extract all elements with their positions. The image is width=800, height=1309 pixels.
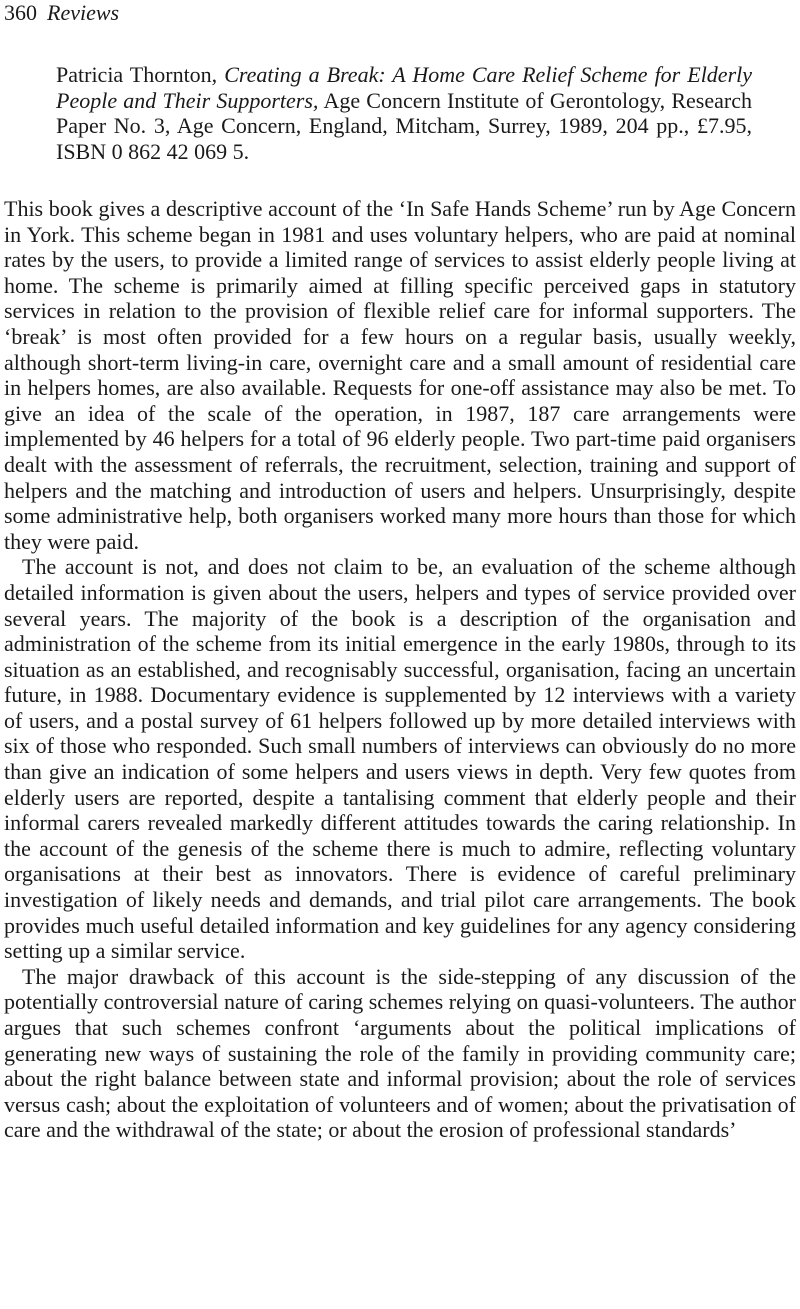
book-citation (56, 62, 752, 164)
paragraph-3: The major drawback of this account is the side-stepping of any discussion of the potentially controversial nature of caring schemes relying on quasi-volunteers. The author argues that such schemes confront ‘arguments about the political implications of generating new ways of sustaining the role of the family in providing community care; about the right balance between state and informal provision; about the role of services versus cash; about the exploitation of volunteers and of women; about the privatisation of care and the withdrawal of the state; or about the erosion of professional standards’ (4, 963, 796, 1143)
citation-details: Age Concern Institute of Gerontology, Research Paper No. 3, Age Concern, England, Mitcham, Surrey, 1989, 204 pp., £7.95, ISBN 0 862 42 069 5. (56, 87, 752, 164)
review-body (4, 196, 796, 1143)
citation-author: Patricia Thornton, (56, 62, 218, 87)
paragraph-2: The account is not, and does not claim to be, an evaluation of the scheme although detailed information is given about the users, helpers and types of service provided over several years. The majority of the book is a description of the organisation and administration of the scheme from its initial emergence in the early 1980s, through to its situation as an established, and recognisably successful, organisation, facing an uncertain future, in 1988. Documentary evidence is supplemented by 12 interviews with a variety of users, and a postal survey of 61 helpers followed up by more detailed interviews with six of those who responded. Such small numbers of interviews can obviously do no more than give an indication of some helpers and users views in depth. Very few quotes from elderly users are reported, despite a tantalising comment that elderly people and their informal carers revealed markedly different attitudes towards the caring relationship. In the account of the genesis of the scheme there is much to admire, reflecting voluntary organisations at their best as innovators. There is evidence of careful preliminary investigation of likely needs and demands, and trial pilot care arrangements. The book provides much useful detailed information and key guidelines for any agency considering setting up a similar service. (4, 554, 796, 964)
citation-title: Creating a Break: A Home Care Relief Scheme for Elderly People and Their Supporters, (56, 62, 753, 113)
page-number: 360 (4, 0, 37, 25)
section-title: Reviews (47, 0, 120, 25)
paragraph-1: This book gives a descriptive account of the ‘In Safe Hands Scheme’ run by Age Concern in York. This scheme began in 1981 and uses voluntary helpers, who are paid at nominal rates by the users, to provide a limited range of services to assist elderly people living at home. The scheme is primarily aimed at filling specific perceived gaps in statutory services in relation to the provision of flexible relief care for informal supporters. The ‘break’ is most often provided for a few hours on a regular basis, usually weekly, although short-term living-in care, overnight care and a small amount of residential care in helpers homes, are also available. Requests for one-off assistance may also be met. To give an idea of the scale of the operation, in 1987, 187 care arrangements were implemented by 46 helpers for a total of 96 elderly people. Two part-time paid organisers dealt with the assessment of referrals, the recruitment, selection, training and support of helpers and the matching and introduction of users and helpers. Unsurprisingly, despite some administrative help, both organisers worked many more hours than those for which they were paid. (4, 196, 796, 554)
running-head (4, 0, 119, 26)
